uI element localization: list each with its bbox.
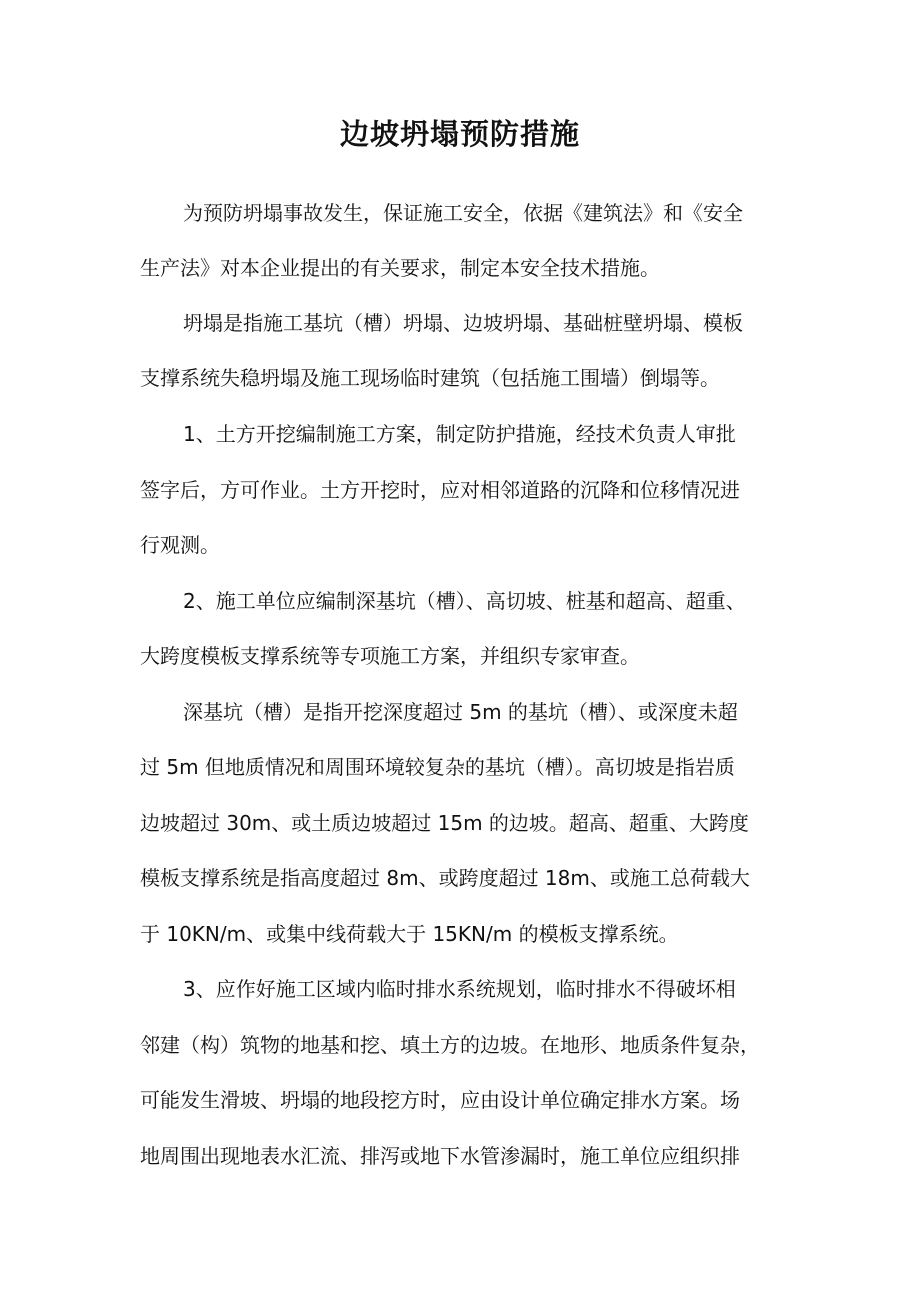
text-line: 可能发生滑坡、坍塌的地段挖方时，应由设计单位确定排水方案。场 bbox=[140, 1088, 740, 1112]
text-line: 签字后，方可作业。土方开挖时，应对相邻道路的沉降和位移情况进 bbox=[140, 478, 740, 502]
text-line: 支撑系统失稳坍塌及施工现场临时建筑（包括施工围墙）倒塌等。 bbox=[140, 366, 720, 390]
text-line: 边坡超过 30m、或土质边坡超过 15m 的边坡。超高、超重、大跨度 bbox=[140, 811, 749, 835]
document-title: 边坡坍塌预防措施 bbox=[339, 117, 580, 151]
text-line: 大跨度模板支撑系统等专项施工方案，并组织专家审查。 bbox=[140, 644, 640, 668]
text-line: 于 10KN/m、或集中线荷载大于 15KN/m 的模板支撑系统。 bbox=[140, 922, 679, 946]
text-line: 3、应作好施工区域内临时排水系统规划，临时排水不得破坏相 bbox=[183, 977, 736, 1001]
text-line: 为预防坍塌事故发生，保证施工安全，依据《建筑法》和《安全 bbox=[183, 201, 743, 225]
text-line: 坍塌是指施工基坑（槽）坍塌、边坡坍塌、基础桩壁坍塌、模板 bbox=[183, 311, 743, 335]
text-line: 1、土方开挖编制施工方案，制定防护措施，经技术负责人审批 bbox=[183, 422, 736, 446]
text-line: 深基坑（槽）是指开挖深度超过 5m 的基坑（槽）、或深度未超 bbox=[183, 700, 738, 724]
text-line: 模板支撑系统是指高度超过 8m、或跨度超过 18m、或施工总荷载大 bbox=[140, 866, 750, 890]
text-line: 地周围出现地表水汇流、排泻或地下水管渗漏时，施工单位应组织排 bbox=[140, 1144, 740, 1168]
text-line: 过 5m 但地质情况和周围环境较复杂的基坑（槽）。高切坡是指岩质 bbox=[140, 755, 735, 779]
text-line: 邻建（构）筑物的地基和挖、填土方的边坡。在地形、地质条件复杂， bbox=[140, 1033, 760, 1057]
text-line: 2、施工单位应编制深基坑（槽）、高切坡、桩基和超高、超重、 bbox=[183, 589, 746, 613]
text-line: 行观测。 bbox=[140, 533, 220, 557]
text-line: 生产法》对本企业提出的有关要求，制定本安全技术措施。 bbox=[140, 256, 660, 280]
